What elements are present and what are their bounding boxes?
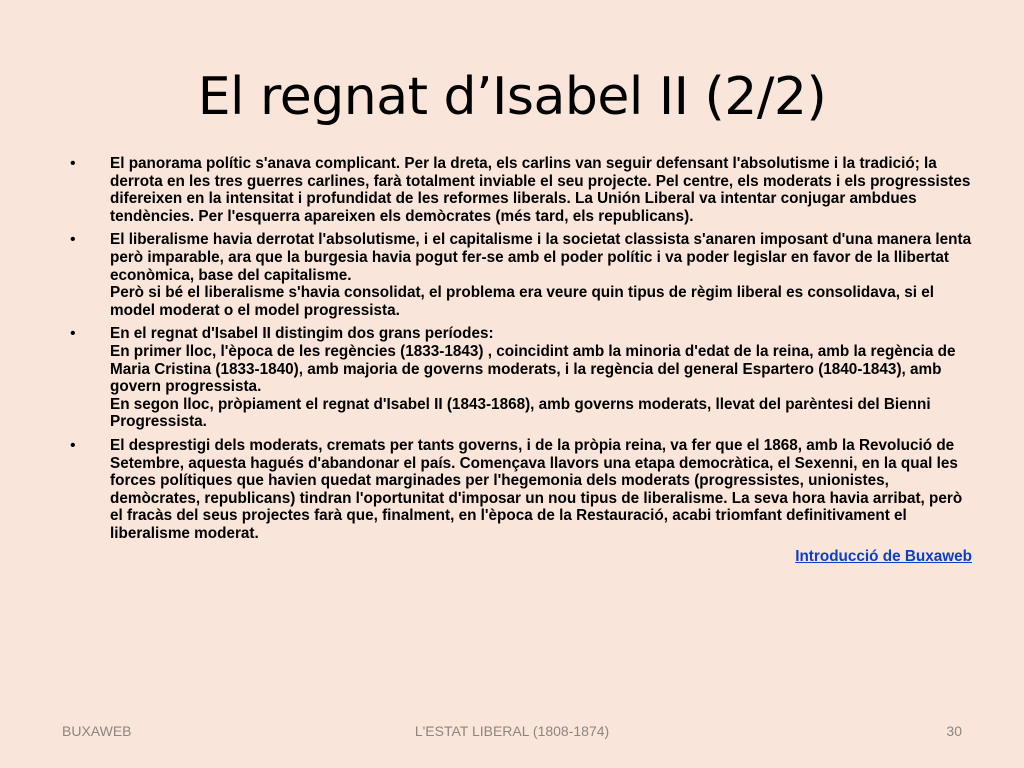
bullet-marker: •	[70, 325, 76, 343]
footer-left-text: BUXAWEB	[62, 723, 132, 739]
link-row	[60, 548, 972, 566]
bullet-list	[60, 155, 972, 542]
buxaweb-intro-link[interactable]: Introducció de Buxaweb	[795, 548, 972, 566]
bullet-paragraph: El liberalisme havia derrotat l'absolutisme, i el capitalisme i la societat classista s'anaren imposant d'una manera lenta però imparable, ara que la burgesia havia pogut fer-se amb el poder polític i va poder legislar en favor de la llibertat econòmica, base del capitalisme.	[110, 231, 972, 284]
bullet-paragraph: En segon lloc, pròpiament el regnat d'Isabel II (1843-1868), amb governs moderats, llevat del parèntesi del Bienni Progressista.	[110, 395, 931, 431]
bullet-paragraph: El panorama polític s'anava complicant. Per la dreta, els carlins van seguir defensant l'absolutisme i la tradició; la derrota en les tres guerres carlines, farà totalment inviable el seu projecte. Pel centre, els moderats i els progressistes difereixen en la intensitat i profundidat de les reformes liberals. La Unión Liberal va intentar conjugar ambdues tendències. Per l'esquerra apareixen els demòcrates (més tard, els republicans).	[110, 155, 971, 225]
bullet-paragraph: En primer lloc, l'època de les regències (1833-1843) , coincidint amb la minoria d'edat de la reina, amb la regència de Maria Cristina (1833-1840), amb majoria de governs moderats, i la regència del general Espartero (1840-1843), amb govern progressista.	[110, 342, 956, 396]
slide-content	[60, 155, 972, 566]
bullet-item-1	[60, 155, 972, 225]
bullet-marker: •	[70, 436, 76, 454]
bullet-paragraph: Però si bé el liberalisme s'havia consolidat, el problema era veure quin tipus de règim liberal es consolidava, si el model moderat o el model progressista.	[110, 284, 935, 319]
slide-number: 30	[946, 723, 962, 739]
bullet-paragraph: El desprestigi dels moderats, cremats per tants governs, i de la pròpia reina, va fer que el 1868, amb la Revolució de Setembre, aquesta hagués d'abandonar el país. Començava llavors una etapa democràtica, el Sexenni, en la qual les forces polítiques que havien quedat marginades per l'hegemonia dels moderats (progressistes, unionistes, demòcrates, republicans) tindran l'oportunitat d'imposar un nou tipus de liberalisme. La seva hora havia arribat, però el fracàs del seus projectes farà que, finalment, en l'època de la Restauració, acabi triomfant definitivament el liberalisme moderat.	[110, 436, 963, 542]
slide-title: El regnat d’Isabel II (2/2)	[197, 67, 827, 127]
bullet-item-4	[60, 437, 972, 543]
bullet-marker: •	[70, 155, 76, 172]
bullet-marker: •	[70, 231, 76, 249]
footer-center-text: L'ESTAT LIBERAL (1808-1874)	[414, 723, 610, 739]
bullet-item-3	[60, 325, 972, 431]
bullet-paragraph: En el regnat d'Isabel II distingim dos grans períodes:	[110, 325, 494, 343]
bullet-item-2	[60, 231, 972, 319]
